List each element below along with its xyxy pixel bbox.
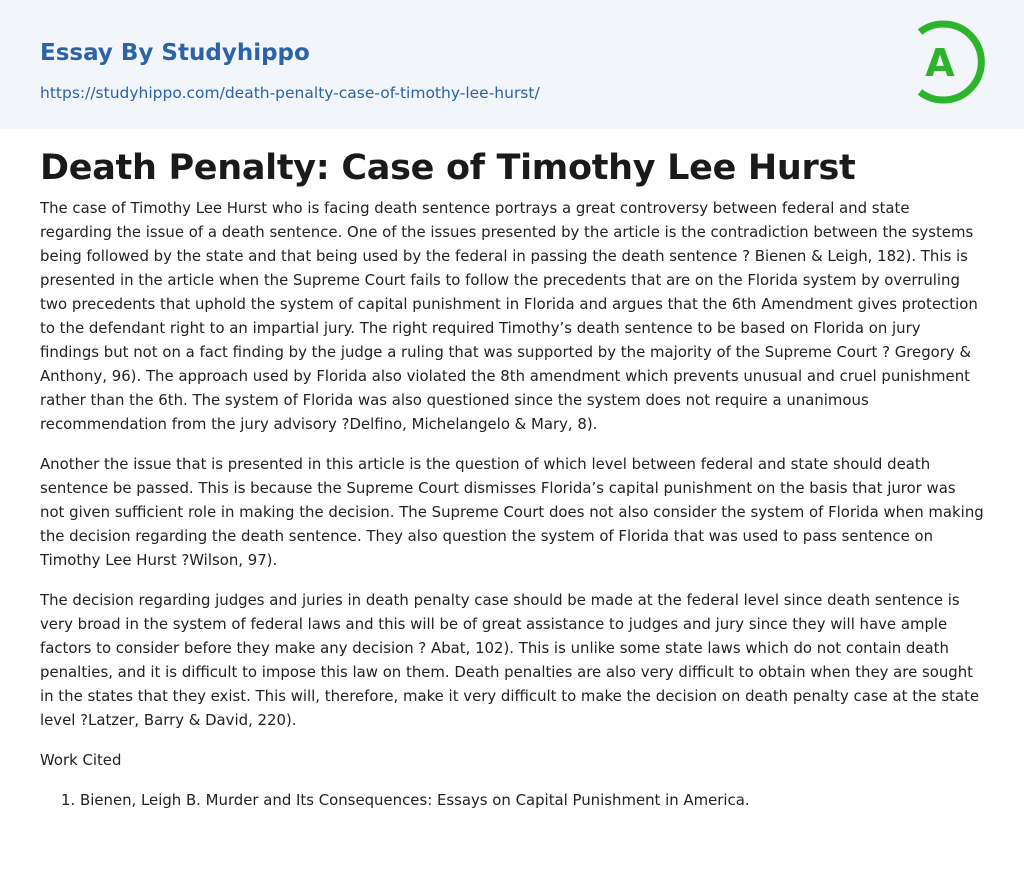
logo-letter: A — [925, 41, 955, 85]
site-header — [0, 0, 1024, 129]
paragraph-3: The decision regarding judges and juries in death penalty case should be made at the federal level since death sentence is very broad in the system of federal laws and this will be of great assistance to judges and jury since they will have ample factors to consider before they make any decision ? Abat, 102). This is unlike some state laws which do not contain death penalties, and it is difficult to impose this law on them. Death penalties are also very difficult to obtain when they are sought in the states that they exist. This will, therefore, make it very difficult to make the decision on death penalty case at the state level ?Latzer, Barry & David, 220). — [40, 591, 980, 729]
article-url-link[interactable]: https://studyhippo.com/death-penalty-case-of-timothy-lee-hurst/ — [40, 84, 540, 102]
paragraph-1: The case of Timothy Lee Hurst who is facing death sentence portrays a great controversy between federal and state regarding the issue of a death sentence. One of the issues presented by the article is the contradiction between the systems being followed by the state and that being used by the federal in passing the death sentence ? Bienen & Leigh, 182). This is presented in the article when the Supreme Court fails to follow the precedents that are on the Florida system by overruling two precedents that uphold the system of capital punishment in Florida and argues that the 6th Amendment gives protection to the defendant right to an impartial jury. The right required Timothy’s death sentence to be based on Florida on jury findings but not on a fact finding by the judge a ruling that was supported by the majority of the Supreme Court ? Gregory & Anthony, 96). The approach used by Florida also violated the 8th amendment which prevents unusual and cruel punishment rather than the 6th. The system of Florida was also questioned since the system does not require a unanimous recommendation from the jury advisory ?Delfino, Michelangelo & Mary, 8). — [40, 199, 978, 433]
page-title: Death Penalty: Case of Timothy Lee Hurst — [40, 148, 856, 188]
article-body — [40, 146, 984, 812]
works-cited-list — [40, 788, 984, 812]
paragraph-2: Another the issue that is presented in this article is the question of which level between federal and state should death sentence be passed. This is because the Supreme Court dismisses Florida’s capital punishment on the basis that juror was not given sufficient role in making the decision. The Supreme Court does not also consider the system of Florida when making the decision regarding the death sentence. They also question the system of Florida that was used to pass sentence on Timothy Lee Hurst ?Wilson, 97). — [40, 455, 984, 569]
citation-item: 1. Bienen, Leigh B. Murder and Its Consequences: Essays on Capital Punishment in America. — [80, 788, 984, 812]
brand-title[interactable]: Essay By Studyhippo — [40, 40, 310, 66]
works-cited-heading: Work Cited — [40, 751, 122, 769]
studyhippo-logo-icon[interactable] — [906, 18, 990, 106]
